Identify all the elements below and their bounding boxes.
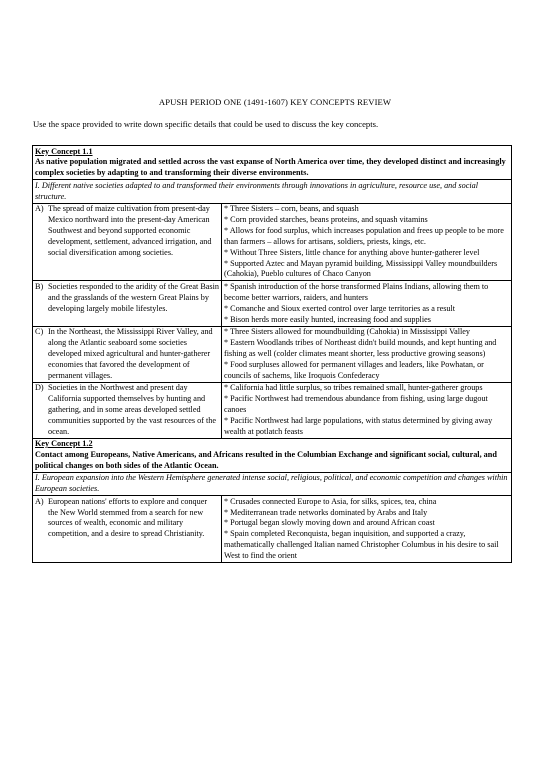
kc2-subconcept: I. European expansion into the Western Hemisphere generated intense social, religious, political, and economic competition and changes within European societies. [33, 472, 512, 495]
notes-cell[interactable] [222, 326, 512, 382]
note-line: * Food surpluses allowed for permanent villages and leaders, like Powhatan, or councils of sachems, like Iroquois Confederacy [224, 359, 484, 380]
concept-cell [33, 326, 222, 382]
row-letter: C) [35, 327, 44, 336]
note-line: * Three Sisters – corn, beans, and squash [224, 204, 359, 214]
note-line: * Bison herds more easily hunted, increasing food and supplies [224, 314, 431, 324]
note-line: * Supported Aztec and Mayan pyramid building, Mississippi Valley moundbuilders (Cahokia), Pueblo cultures of Chaco Canyon [224, 258, 498, 279]
page-title: APUSH PERIOD ONE (1491-1607) KEY CONCEPTS REVIEW [158, 97, 392, 107]
row-letter: A) [35, 204, 44, 214]
concept-cell [33, 281, 222, 326]
row-letter: B) [35, 281, 44, 291]
concept-cell [33, 203, 222, 281]
note-line: * Spanish introduction of the horse transformed Plains Indians, allowing them to become better warriors, raiders, and hunters [224, 281, 489, 302]
note-line: * Three Sisters allowed for moundbuilding (Cahokia) in Mississippi Valley [224, 327, 470, 336]
table-row [33, 496, 512, 563]
notes-cell[interactable] [222, 382, 512, 438]
concept-text: Societies responded to the aridity of the Great Basin and the grasslands of the western Great Plains by developing largely mobile lifestyles. [48, 281, 219, 313]
note-line: * Eastern Woodlands tribes of Northeast didn't build mounds, and kept hunting and fishing as well (colder climates meant shorter, less productive growing seasons) [224, 337, 497, 358]
kc1-subconcept: I. Different native societies adapted to and transformed their environments through innovations in agriculture, resource use, and social structure. [33, 180, 512, 203]
notes-cell[interactable] [222, 281, 512, 326]
table-row [33, 382, 512, 438]
kc1-sub-row [33, 180, 512, 203]
note-line: * Mediterranean trade networks dominated by Arabs and Italy [224, 507, 428, 517]
note-line: * Pacific Northwest had tremendous abundance from fishing, using large dugout canoes [224, 393, 488, 414]
table-row [33, 326, 512, 382]
note-line: * Without Three Sisters, little chance for anything above hunter-gatherer level [224, 247, 480, 257]
note-line: * Allows for food surplus, which increases population and frees up people to be more than farmers – allows for artisans, soldiers, priests, kings, etc. [224, 225, 504, 246]
notes-cell[interactable] [222, 203, 512, 281]
note-line: * California had little surplus, so tribes remained small, hunter-gatherer groups [224, 383, 483, 393]
concept-text: European nations' efforts to explore and conquer the New World stemmed from a search for new sources of wealth, economic and military competition, and a desire to spread Christianity. [48, 496, 208, 539]
concept-text: Societies in the Northwest and present day California supported themselves by hunting and gathering, and in some areas developed settled communities supported by the vast resources of the ocean. [48, 383, 217, 436]
key-concepts-table [32, 145, 512, 563]
kc1-label: Key Concept 1.1 [35, 146, 93, 156]
row-letter: D) [35, 383, 44, 393]
note-line: * Spain completed Reconquista, began inquisition, and supported a crazy, mathematically challenged Italian named Christopher Columbus in his desire to sail West to find the orient [224, 529, 499, 561]
note-line: * Portugal began slowly moving down and around African coast [224, 518, 435, 528]
table-row [33, 281, 512, 326]
kc2-header [33, 438, 512, 472]
concept-text: The spread of maize cultivation from present-day Mexico northward into the present-day American Southwest and beyond supported economic development, settlement, advanced irrigation, and social diversification among societies. [48, 204, 212, 257]
kc1-header-row [33, 146, 512, 180]
note-line: * Crusades connected Europe to Asia, for silks, spices, tea, china [224, 496, 437, 506]
kc2-sub-row [33, 472, 512, 495]
concept-cell [33, 496, 222, 563]
kc1-header [33, 146, 512, 180]
kc2-label: Key Concept 1.2 [35, 439, 93, 449]
notes-cell[interactable] [222, 496, 512, 563]
note-line: * Comanche and Sioux exerted control over large territories as a result [224, 303, 456, 313]
kc2-statement: Contact among Europeans, Native Americans, and Africans resulted in the Columbian Exchange and significant social, cultural, and political changes on both sides of the Atlantic Ocean. [35, 449, 497, 470]
concept-cell [33, 382, 222, 438]
row-letter: A) [35, 496, 44, 506]
instructions-text: Use the space provided to write down specific details that could be used to discuss the key concepts. [33, 119, 379, 129]
concept-text: In the Northeast, the Mississippi River Valley, and along the Atlantic seaboard some societies developed mixed agricultural and hunter-gatherer economies that favored the development of permanent villages. [48, 327, 213, 380]
note-line: * Corn provided starches, beans proteins, and squash vitamins [224, 214, 428, 224]
kc1-statement: As native population migrated and settled across the vast expanse of North America over time, they developed distinct and increasingly complex societies by adapting to and transforming their diverse environments. [35, 157, 506, 178]
kc2-header-row [33, 438, 512, 472]
note-line: * Pacific Northwest had large populations, with status determined by giving away wealth at potlatch feasts [224, 415, 493, 436]
table-row [33, 203, 512, 281]
